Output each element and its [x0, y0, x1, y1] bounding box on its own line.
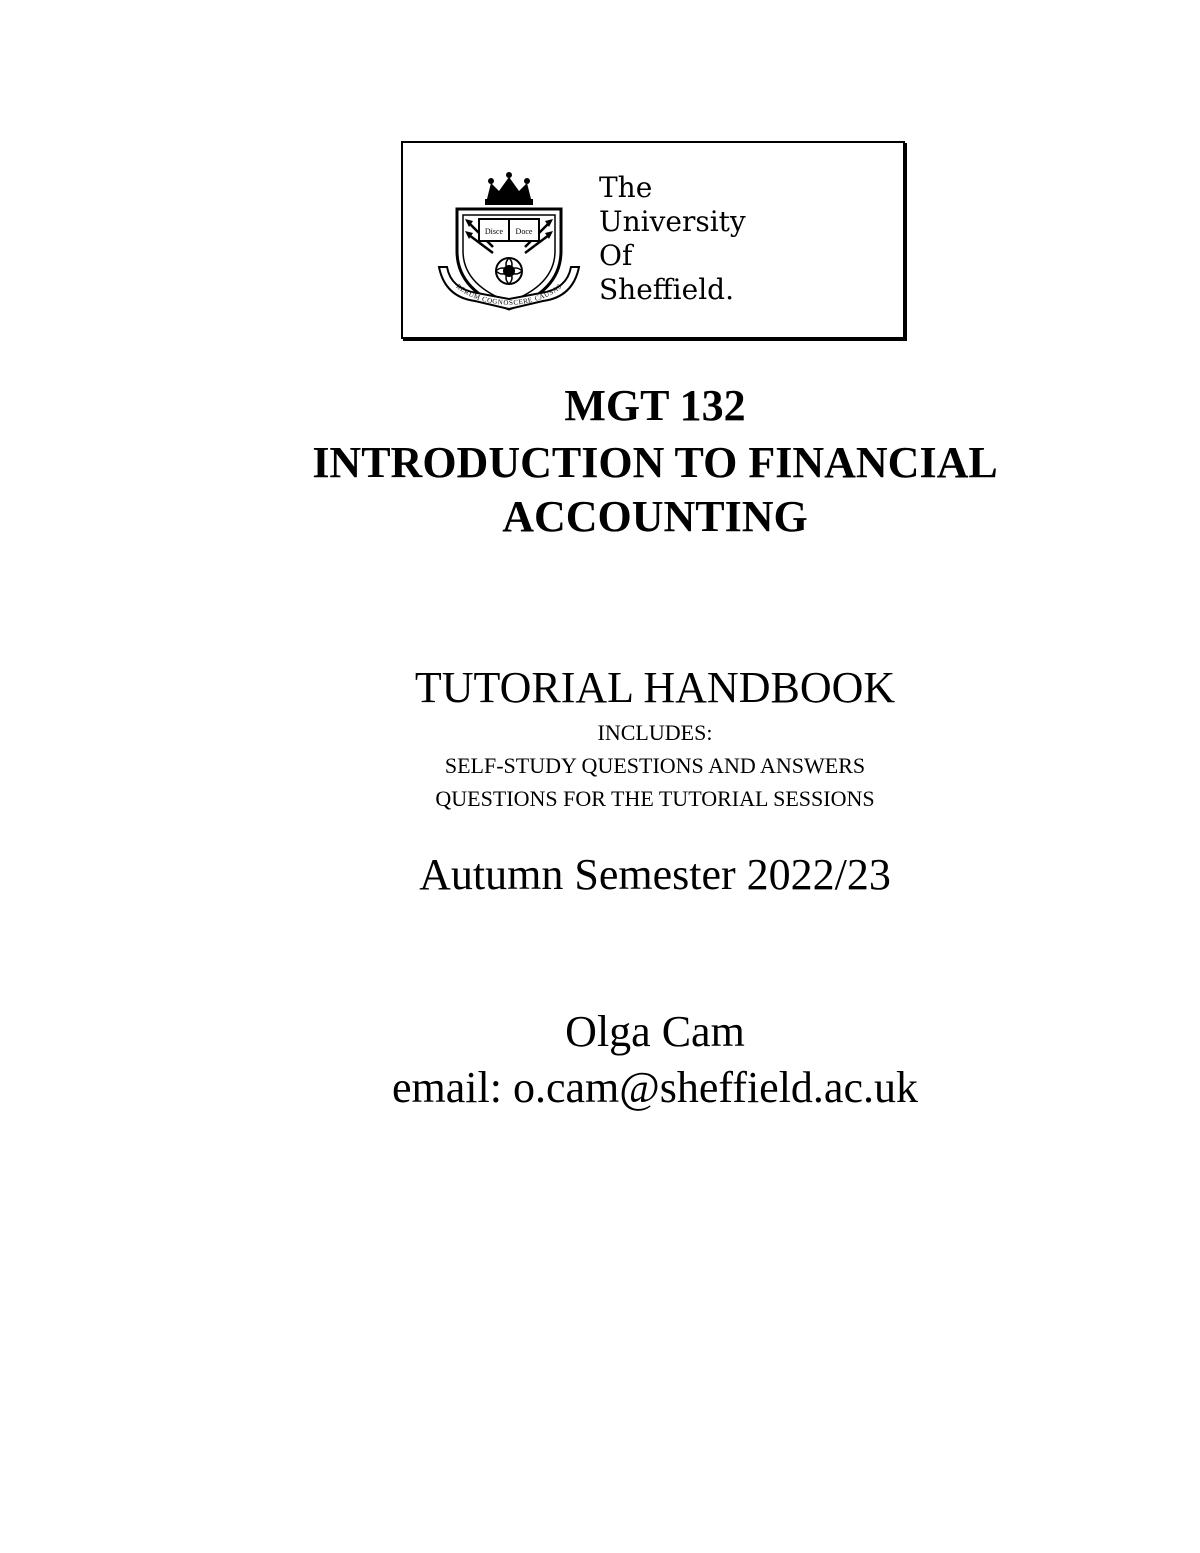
wordmark-line: Of: [599, 239, 633, 272]
course-title-line: INTRODUCTION TO FINANCIAL: [312, 438, 998, 487]
semester: Autumn Semester 2022/23: [419, 850, 891, 899]
handbook-title: TUTORIAL HANDBOOK: [414, 663, 896, 712]
wordmark-line: Sheffield.: [599, 273, 734, 306]
university-crest-icon: [435, 169, 583, 317]
course-title-line: ACCOUNTING: [502, 492, 808, 541]
wordmark-line: University: [599, 205, 746, 238]
includes-line: SELF-STUDY QUESTIONS AND ANSWERS: [444, 753, 866, 778]
course-code: MGT 132: [564, 381, 746, 430]
university-logo: [401, 141, 905, 339]
course-title: [200, 436, 1110, 544]
university-wordmark: [599, 171, 746, 307]
crest-motto-text: RERUM COGNOSCERE CAUSAS: [454, 282, 564, 308]
author-email: email: o.cam@sheffield.ac.uk: [392, 1063, 918, 1112]
includes-line: INCLUDES:: [597, 720, 713, 745]
crest-book-left-text: Disce: [484, 227, 504, 236]
includes-line: QUESTIONS FOR THE TUTORIAL SESSIONS: [435, 786, 875, 811]
handbook-includes: [200, 716, 1110, 815]
crest-book-right-text: Doce: [515, 227, 533, 236]
wordmark-line: The: [599, 171, 653, 204]
author-name: Olga Cam: [565, 1007, 745, 1056]
